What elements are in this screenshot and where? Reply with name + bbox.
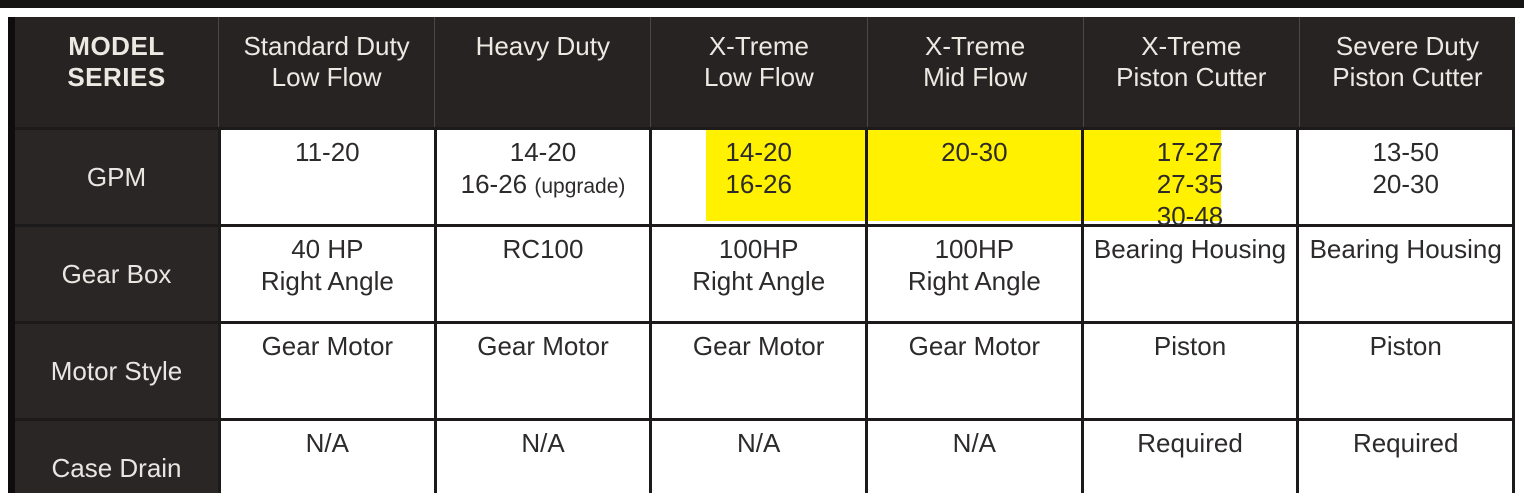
table-row-gpm [15, 127, 1515, 231]
cell-value: 40 HP Right Angle [260, 234, 394, 296]
cell-case-drain-severe-duty-piston-cutter [1296, 421, 1515, 493]
cell-case-drain-x-treme-piston-cutter [1081, 421, 1297, 493]
cell-value: 17-27 27-35 30-48 [1156, 137, 1224, 231]
row-label-gpm: GPM [15, 130, 218, 224]
row-label-case-drain: Case Drain [15, 421, 218, 493]
cell-value: Gear Motor [908, 331, 1041, 361]
cell-motor-style-x-treme-piston-cutter [1081, 324, 1297, 418]
cell-motor-style-x-treme-low-flow [649, 324, 865, 418]
cell-motor-style-heavy-duty [434, 324, 650, 418]
cell-gpm-x-treme-piston-cutter [1081, 130, 1297, 231]
cell-gear-box-heavy-duty [434, 227, 650, 321]
cell-gear-box-x-treme-piston-cutter [1081, 227, 1297, 321]
cell-gpm-x-treme-low-flow [649, 130, 865, 224]
cell-value: Bearing Housing [1309, 234, 1502, 264]
spec-table [8, 17, 1515, 493]
cell-value: 11-20 [295, 137, 360, 167]
cell-value: RC100 [502, 234, 584, 264]
cell-motor-style-severe-duty-piston-cutter [1296, 324, 1515, 418]
cell-gear-box-standard-duty-low-flow [218, 227, 434, 321]
column-header-heavy-duty: Heavy Duty [434, 17, 650, 127]
cell-gpm-severe-duty-piston-cutter [1296, 130, 1515, 224]
cell-value: 100HP Right Angle [907, 234, 1041, 296]
cell-value: 20-30 [941, 137, 1008, 167]
cell-gpm-standard-duty-low-flow [218, 130, 434, 224]
header-row [15, 17, 1515, 127]
cell-value: 100HP Right Angle [692, 234, 826, 296]
cell-value: N/A [737, 428, 781, 458]
column-header-standard-duty-low-flow: Standard Duty Low Flow [218, 17, 434, 127]
cell-value: Piston [1153, 331, 1227, 361]
row-label-motor-style: Motor Style [15, 324, 218, 418]
cell-gpm-heavy-duty [434, 130, 650, 224]
cell-gear-box-severe-duty-piston-cutter [1296, 227, 1515, 321]
cell-value: 14-20 16-26 [725, 137, 792, 199]
column-header-severe-duty-piston-cutter: Severe Duty Piston Cutter [1299, 17, 1515, 127]
cell-gpm-x-treme-mid-flow [865, 130, 1081, 224]
cell-case-drain-heavy-duty [434, 421, 650, 493]
cell-value: N/A [952, 428, 997, 458]
column-header-x-treme-low-flow: X-Treme Low Flow [650, 17, 866, 127]
cell-value: Bearing Housing [1093, 234, 1287, 264]
cell-value: 14-20 16-26 (upgrade) [460, 137, 626, 199]
column-header-x-treme-mid-flow: X-Treme Mid Flow [867, 17, 1083, 127]
cell-value: 13-50 20-30 [1372, 137, 1439, 199]
cell-case-drain-x-treme-low-flow [649, 421, 865, 493]
cell-gear-box-x-treme-low-flow [649, 227, 865, 321]
cell-value: Required [1137, 428, 1243, 458]
cell-value: Gear Motor [477, 331, 609, 361]
cell-value: Gear Motor [692, 331, 825, 361]
cell-value: N/A [521, 428, 565, 458]
cell-motor-style-standard-duty-low-flow [218, 324, 434, 418]
table-row-gear-box [15, 224, 1515, 321]
column-header-x-treme-piston-cutter: X-Treme Piston Cutter [1083, 17, 1299, 127]
cell-value: N/A [305, 428, 349, 458]
upgrade-note: (upgrade) [534, 175, 626, 198]
cell-value: Required [1352, 428, 1459, 458]
cell-value: Piston [1369, 331, 1442, 361]
corner-header-model-series: MODEL SERIES [67, 31, 166, 92]
table-row-case-drain [15, 418, 1515, 493]
cell-value: Gear Motor [261, 331, 394, 361]
cell-case-drain-x-treme-mid-flow [865, 421, 1081, 493]
cell-case-drain-standard-duty-low-flow [218, 421, 434, 493]
top-black-bar [0, 0, 1524, 8]
cell-gear-box-x-treme-mid-flow [865, 227, 1081, 321]
cell-motor-style-x-treme-mid-flow [865, 324, 1081, 418]
row-label-gear-box: Gear Box [15, 227, 218, 321]
table-row-motor-style [15, 321, 1515, 418]
